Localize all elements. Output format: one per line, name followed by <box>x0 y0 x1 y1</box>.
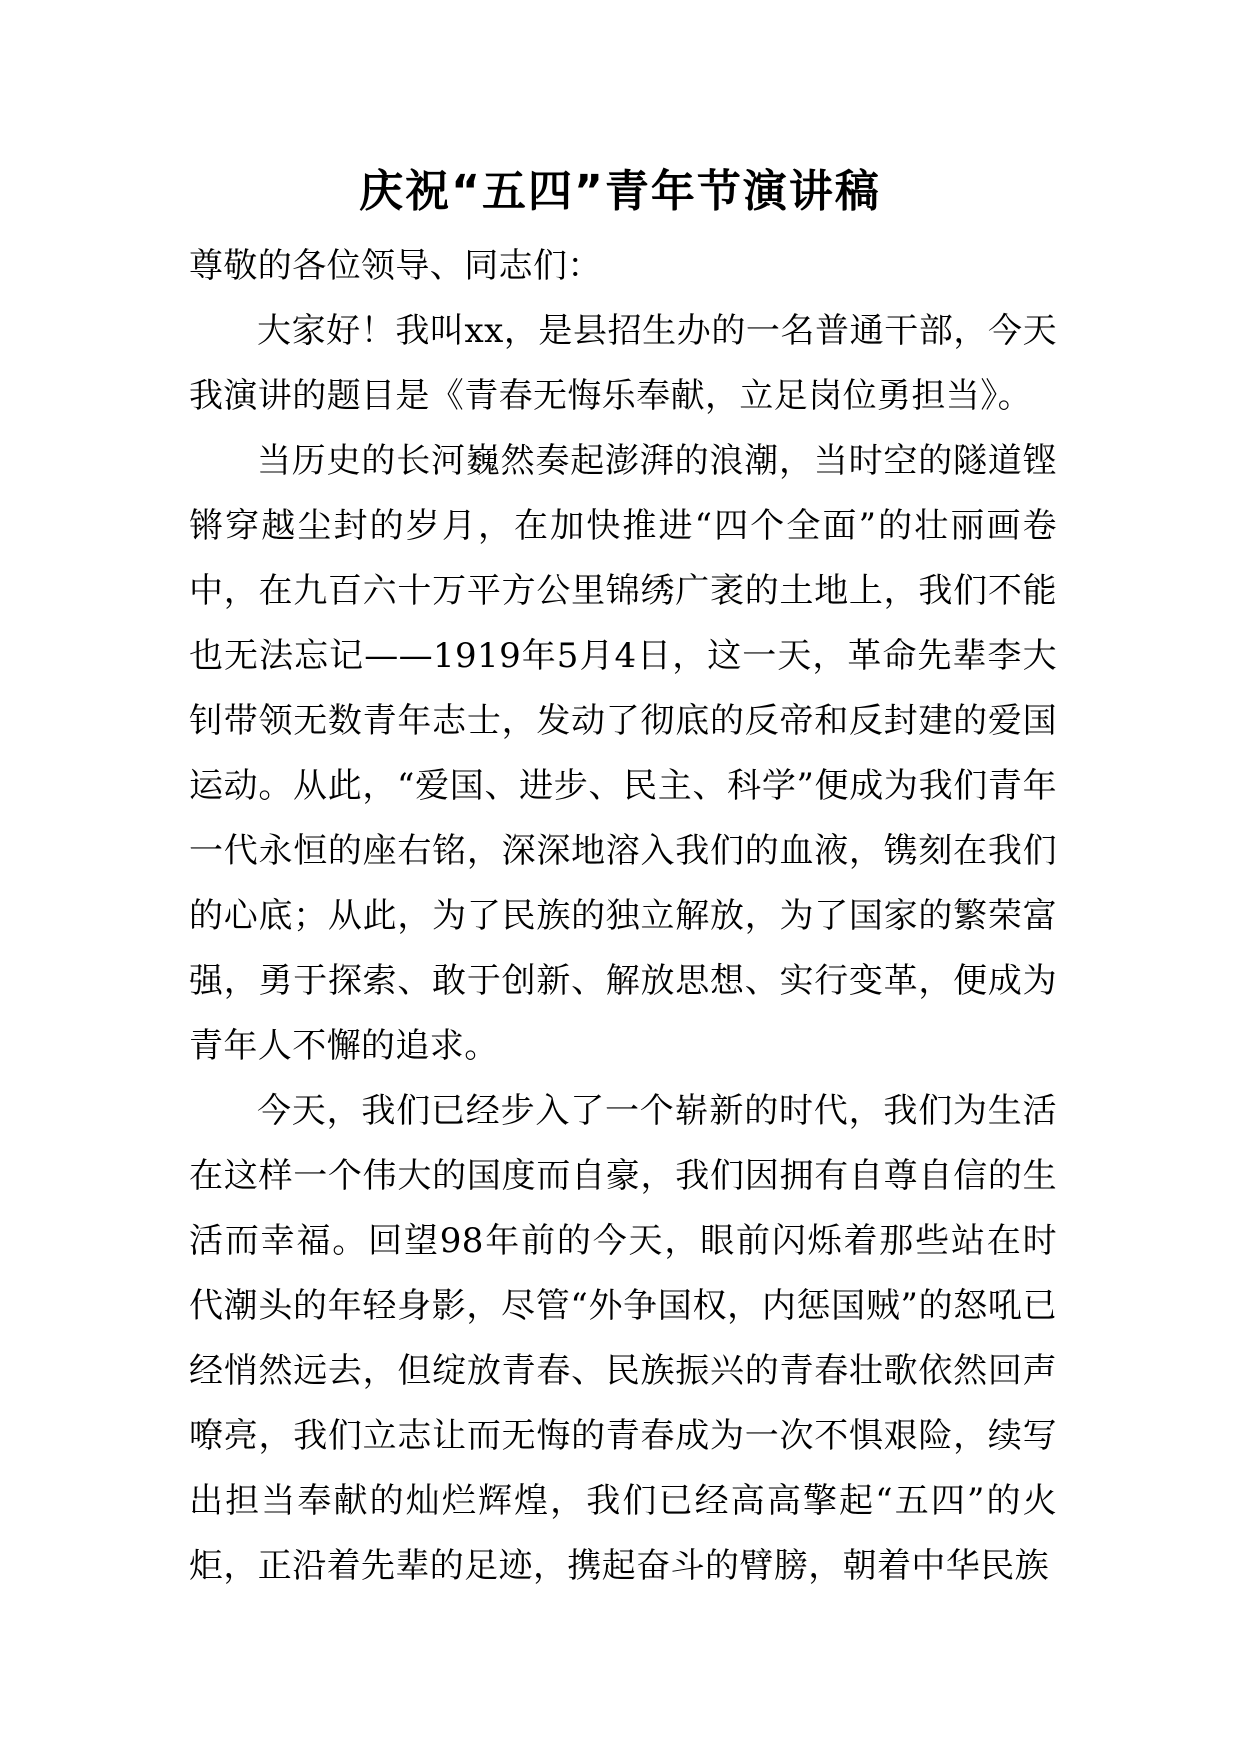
paragraph-today: 今天，我们已经步入了一个崭新的时代，我们为生活在这样一个伟大的国度而自豪，我们因拥有自尊自信的生活而幸福。回望98年前的今天，眼前闪烁着那些站在时代潮头的年轻身影，尽管“外争国权，内惩国贼”的怒吼已经悄然远去，但绽放青春、民族振兴的青春壮歌依然回声嘹亮，我们立志让而无悔的青春成为一次不惧艰险，续写出担当奉献的灿烂辉煌，我们已经高高擎起“五四”的火炬，正沿着先辈的足迹，携起奋斗的臂膀，朝着中华民族 <box>189 1091 1057 1586</box>
salutation: 尊敬的各位领导、同志们： <box>189 246 602 286</box>
paragraph-history: 当历史的长河巍然奏起澎湃的浪潮，当时空的隧道铿锵穿越尘封的岁月，在加快推进“四个全面”的壮丽画卷中，在九百六十万平方公里锦绣广袤的土地上，我们不能也无法忘记——1919年5月4日，这一天，革命先辈李大钊带领无数青年志士，发动了彻底的反帝和反封建的爱国运动。从此，“爱国、进步、民主、科学”便成为我们青年一代永恒的座右铭，深深地溶入我们的血液，镌刻在我们的心底；从此，为了民族的独立解放，为了国家的繁荣富强，勇于探索、敢于创新、解放思想、实行变革，便成为青年人不懈的追求。 <box>189 441 1057 1066</box>
document-title: 庆祝“五四”青年节演讲稿 <box>359 166 881 217</box>
paragraph-greeting: 大家好！我叫xx，是县招生办的一名普通干部，今天我演讲的题目是《青春无悔乐奉献，立足岗位勇担当》。 <box>189 311 1057 416</box>
document-body <box>189 234 1057 1599</box>
